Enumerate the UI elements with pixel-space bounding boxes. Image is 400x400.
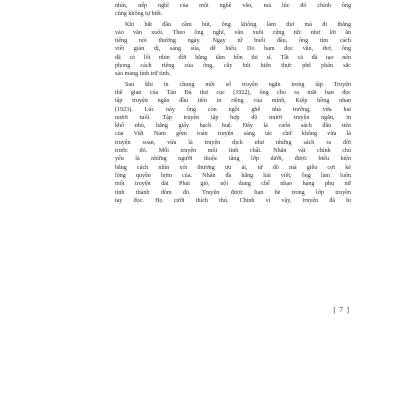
text-line: Sau khi in chung một số truyện ngắn trong tập Truyện bbox=[125, 81, 351, 88]
paragraph-3 bbox=[115, 81, 351, 205]
text-line: tay đọc. Họ cười thích thú. Chính vì vậy, truyện đã bị bbox=[115, 197, 351, 204]
text-line: nhìn, nếp nghĩ của một nghề văn, mà lúc đó chính ông bbox=[115, 3, 351, 9]
text-line: lộng quyền hợm của. Nhân đà hăng hái viết, ông làm luôn bbox=[115, 172, 351, 179]
text-line: viết giản dị, sáng sủa, dễ hiểu. Do ham đọc văn, thơ, ông bbox=[115, 46, 351, 53]
text-line: thế gian của Tản Đà thư cục (1922), ông cho ra mắt bạn đọc bbox=[115, 89, 351, 96]
text-line: của Việt Nam gồm toàn truyện sáng tác chứ không vừa là bbox=[115, 131, 351, 138]
text-line: cũng không tự biết. bbox=[115, 11, 163, 18]
text-line: bằng cách nhìn xót thương ưu ái, từ đó mà giễu cợt kẻ bbox=[115, 164, 351, 171]
text-line: trước đó. Mỗi truyện mỗi tình chất. Nhân vật chính chủ bbox=[115, 148, 351, 155]
text-line: tiếng nói thường ngày. Ngay từ buổi đầu, ông tìm cách bbox=[115, 38, 351, 45]
text-line: tính thành đỏm đò. Truyện được bạn bè trong lớp truyền bbox=[115, 189, 351, 196]
text-line: (1923). Lúc này ông còn ngồi ghế nhà trường, vừa hai bbox=[115, 106, 351, 113]
paragraph-1 bbox=[115, 2, 351, 19]
text-line: mươi tuổi. Tập truyện tập hợp độ mươi truyện ngắn, in bbox=[115, 114, 351, 121]
text-line: đã có lối nhìn đời bằng tâm hồn thi sĩ. Tất cả đã tạo nên bbox=[115, 54, 351, 61]
text-line: một truyện dài Phải giò, nội dung chế nhạo hạng phụ nữ bbox=[115, 181, 351, 188]
text-line: yếu là những người thuộc tầng lớp dưới, được biểu hiện bbox=[115, 156, 351, 163]
page-number: [ 7 ] bbox=[333, 306, 350, 314]
text-line: sảo mang tính trữ tình. bbox=[115, 71, 171, 78]
text-line: Khi bắt đầu cầm bút, ông không làm thơ mà đi thẳng bbox=[125, 21, 351, 28]
text-line: phong cách riêng của ông, cây bút hiện thực phê phán sắc bbox=[115, 63, 351, 70]
text-line: tập truyện ngắn đầu tiên in riêng của mình, Kiếp hồng nhan bbox=[115, 98, 351, 105]
paragraph-2 bbox=[115, 21, 351, 79]
text-column bbox=[115, 2, 351, 205]
text-line: truyện soạn, vừa là truyện dịch như những sách ra đời bbox=[115, 139, 351, 146]
text-line: vào văn xuôi. Theo ông nghĩ, văn xuôi cũng tức như lời ăn bbox=[115, 29, 351, 36]
text-line: khổ nhỏ, bằng giấy bạch huệ. Đây là cuốn sách đầu tiên bbox=[115, 123, 351, 130]
